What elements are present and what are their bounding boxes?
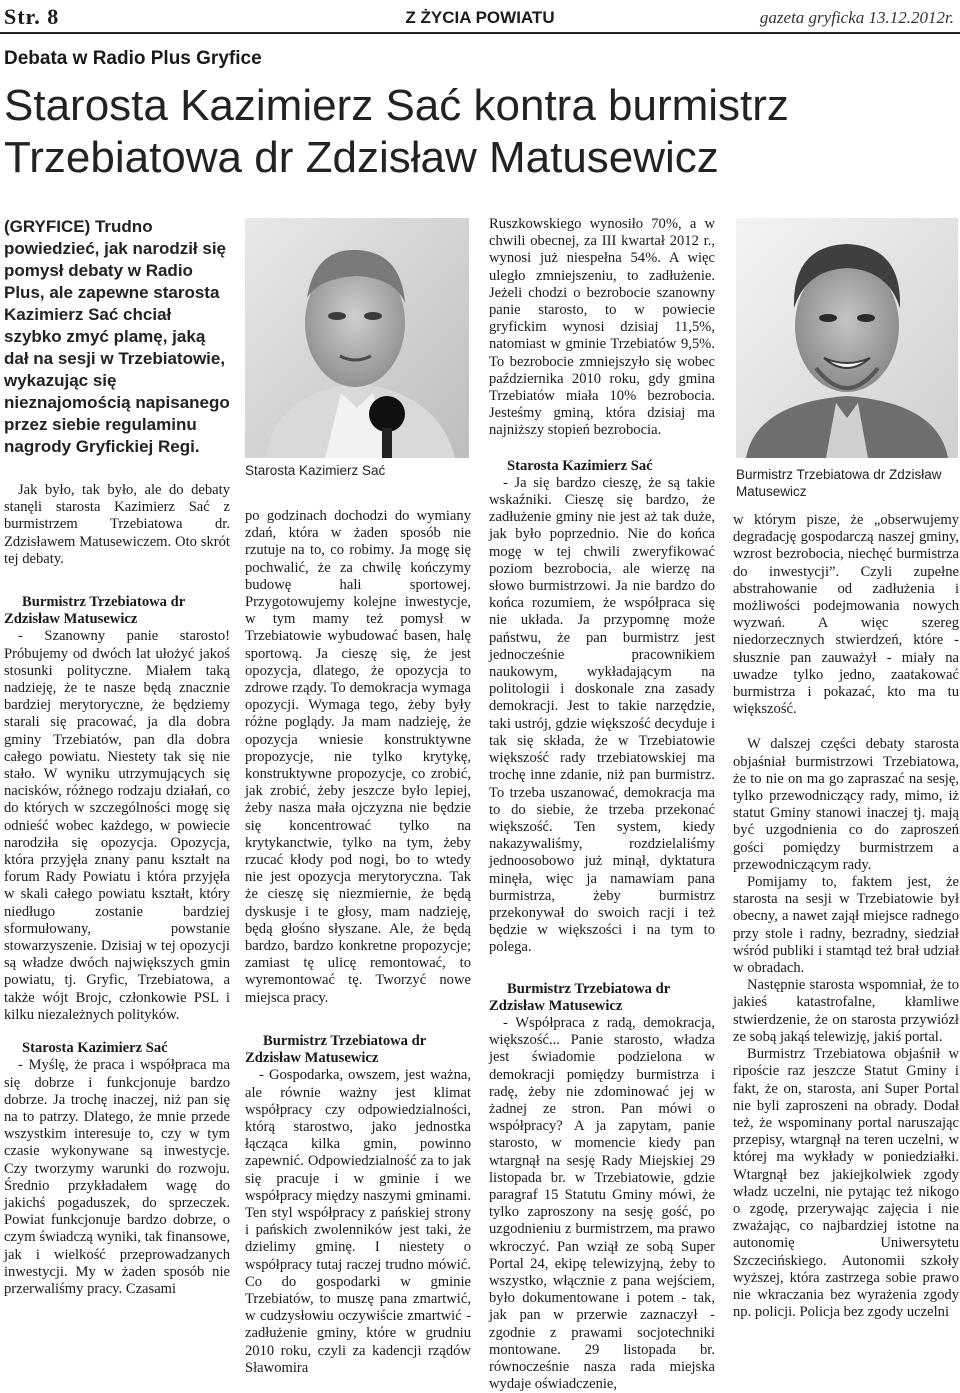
column-4 [733, 512, 959, 1321]
paragraph: W dalszej części debaty starosta objaśniał burmistrzowi Trzebiatowa, że to nie on ma go zapraszać na sesję, tylko przewodniczący rady, mimo, iż statut Gminy stanowi inaczej tj. mają być uzgodnienia co do zaproszeń gości pomiędzy burmistrzem a przewodniczącym rady. [733, 736, 959, 873]
speaker-label: Burmistrz Trzebiatowa dr Zdzisław Matusewicz [245, 1032, 426, 1067]
issue-date: gazeta gryficka 13.12.2012r. [759, 8, 954, 27]
photo-starosta [245, 218, 469, 458]
paragraph: - Współpraca z radą, demokracja, większość... Panie starosto, władza jest świadomie podzielona w demokracji pomiędzy burmistrza i radę, żeby nie zdominować jej w żadnej ze stron. Pan mówi o współpracy? A ja zapytam, panie starosto, w momencie kiedy pan wtargnął na sesję Rady Miejskiej 29 listopada br. w Trzebiatowie, gdzie paragraf 15 Statutu Gminy mówi, że tylko zaproszony na sesję gość, po uzgodnieniu z burmistrzem, ma prawo wkroczyć. Pan wziął ze sobą Super Portal 24, ekipę telewizyjną, żeby to wszystko, włącznie z pana wejściem, było dokumentowane i potem - tak, jak pan w przerwie zaznaczył - zgodnie z prawami socjotechniki montowane. 29 listopada br. równocześnie nasza rada miejska wydaje oświadczenie, [489, 1014, 715, 1393]
photo-caption: Starosta Kazimierz Sać [245, 463, 386, 478]
speaker-label: Burmistrz Trzebiatowa dr Zdzisław Matusewicz [4, 594, 185, 628]
paragraph: Pomijamy to, faktem jest, że starosta na sesji w Trzebiatowie był obecny, a nawet zajął miejsce radnego przy stole i radny, bezradny, siedział wśród publiki i stamtąd też brał udział w obradach. [733, 874, 959, 977]
speaker-label: Starosta Kazimierz Sać [507, 457, 653, 474]
section-title: Z ŻYCIA POWIATU [405, 8, 555, 27]
portrait-image [245, 218, 469, 458]
page-header [0, 0, 960, 34]
photo-burmistrz [736, 218, 958, 458]
paragraph: - Myślę, że praca i współpraca ma się dobrze i funkcjonuje bardzo dobrze. Ja trochę inaczej, niż pan się na to patrzy. Dlatego, że mnie przede wszystkim interesuje to, czy w tym czasie wykonywane są inwestycje. Czy tworzymy warunki do rozwoju. Średnio przykładałem wagę do jakichś pogaduszek, do sprzeczek. Powiat funkcjonuje bardzo dobrze, o czym świadczą wyniki, tak finansowe, jak i wielkość przeprowadzanych inwestycji. My w żaden sposób nie przerwaliśmy pracy. Czasami [4, 1057, 230, 1297]
article-lead: (GRYFICE) Trudno powiedzieć, jak narodził się pomysł debaty w Radio Plus, ale zapewne starosta Kazimierz Sać chciał szybko zmyć plamę, jaką dał na sesji w Trzebiatowie, wykazując się nieznajomością napisanego przez siebie regulaminu nagrody Gryfickiej Regi. [4, 217, 230, 456]
photo-caption: Burmistrz Trzebiatowa dr Zdzisław Matusewicz [736, 467, 942, 499]
paragraph: w którym pisze, że „obserwujemy degradację gospodarczą naszej gminy, wzrost bezrobocia, niechęć burmistrza do inwestycji”. Czyli zupełne abstrahowanie od zadłużenia i możliwości podejmowania nowych wyzwań. A więc szereg niedorzecznych stwierdzeń, które - słusznie pan zauważył - miały na uwadze tylko jedno, zaatakować burmistrza i pokazać, kto ma tu większość. [733, 512, 959, 718]
column-3 [489, 216, 715, 1393]
column-2 [245, 508, 471, 1377]
paragraph: po godzinach dochodzi do wymiany zdań, która w żaden sposób nie rzutuje na to, co robimy. Ja mogę się pochwalić, że za chwilę kończymy budowę hali sportowej. Przygotowujemy kolejne inwestycje, w tym mamy też pomysł w Trzebiatowie wybudować basen, halę sportową. Ja cieszę się, że jest opozycja, dlatego, że opozycja to zdrowe rządy. To demokracja wymaga opozycji. Wymaga tego, żeby były różne poglądy. Ja mam nadzieję, że opozycja wniesie konstruktywne propozycje, nie tylko krytykę, konstruktywne propozycje, co zrobić, jak zrobić, żeby jeszcze było lepiej, żeby nasza mała ojczyzna nie będzie się koncentrować tylko na krytykanctwie, tylko na tym, żeby rzucać kłody pod nogi, bo to wtedy nie jest opozycja merytoryczna. Tak że cieszę się niezmiernie, że będą dyskusje i te głosy, mam nadzieję, będą głośno słyszane. Ale, że będą bardzo, bardzo konkretne propozycje; zamiast tę ulicę remontować, to wyremontować tę. Tworzyć nowe miejsca pracy. [245, 508, 471, 1006]
paragraph: Następnie starosta wspomniał, że to jakieś katastrofalne, kłamliwe stwierdzenie, że on starosta przywiózł ze sobą jakąś telewizję, jakiś portal. [733, 977, 959, 1045]
paragraph: - Szanowny panie starosto! Próbujemy od dwóch lat ułożyć jakoś stosunki polityczne. Miałem taką nadzieję, że te nasze będą znacznie bardziej merytoryczne, że będziemy starali się pracować, ja dla dobra gminy Trzebiatów, pan dla dobra całego powiatu. Niestety tak się nie stało. W wyniku utrzymujących się nacisków, różnego rodzaju działań, co do których w szczególności mogę się odnieść wobec każdego, w powiecie narodziła się opozycja. Opozycja, która przyjęła znany panu kształt na forum Rady Powiatu i która przyjęła w skali całego powiatu kształt, który niedługo zostanie bardziej sformułowany, powstanie stowarzyszenie. Dzisiaj w tej opozycji są władze dwóch największych gmin powiatu, tj. Gryfic, Trzebiatowa, a także wójt Brojc, członkowie PSL i kilku niezależnych polityków. [4, 628, 230, 1023]
paragraph: Burmistrz Trzebiatowa objaśnił w ripoście raz jeszcze Statut Gminy i fakt, że on, starosta, ani Super Portal nie byli zaproszeni na obrady. Dodał też, że wspominany portal naruszając przepisy, wtargnął na teren uczelni, w której ma wykłady w poniedziałki. Wtargnął bez jakiejkolwiek zgody władz uczelni, nie pytając też nikogo o zgodę, przerywając zajęcia i nie zważając, co najbardziej istotne na autonomię Uniwersytetu Szczecińskiego. Autonomii szkoły wyższej, która zastrzega sobie prawo nie wkraczania bez wyrażenia zgody np. policji. Policja bez zgody uczelni [733, 1046, 959, 1321]
column-1 [4, 216, 230, 1298]
paragraph: Ruszkowskiego wynosiło 70%, a w chwili obecnej, za III kwartał 2012 r., wynosi już niespełna 54%. A więc uległo zmniejszeniu, to zadłużenie. Jeżeli chodzi o bezrobocie szanowny panie starosto, to w powiecie gryfickim wynosi dzisiaj 11,5%, natomiast w gminie Trzebiatów 9,5%. To bezrobocie zmniejszyło się wobec października 2010 roku, gdy gmina Trzebiatów miała 10% bezrobocia. Jesteśmy gminą, która dzisiaj ma najniższy stopień bezrobocia. [489, 216, 715, 439]
page-number: Str. 8 [4, 4, 60, 29]
article-intro: Jak było, tak było, ale do debaty stanęli starosta Kazimierz Sać z burmistrzem Trzebiatowa dr. Zdzisławem Matusewiczem. Oto skrót tej debaty. [4, 482, 230, 567]
paragraph: - Gospodarka, owszem, jest ważna, ale równie ważny jest klimat współpracy czy odpowiedzialności, którą starostwo, jako jednostka łącząca kilka gmin, powinno zapewnić. Odpowiedzialność za to jak się pracuje i w gminie i we współpracy między naszymi gminami. Ten styl współpracy z pańskiej strony i pańskich zwolenników jest taki, że dzielimy gminę. I niestety o współpracy tutaj raczej trudno mówić. Co do gospodarki w gminie Trzebiatów, to muszę pana zmartwić, w cudzysłowiu oczywiście zmartwić - zadłużenie gminy, które w grudniu 2010 roku, czyli za kadencji rządów Sławomira [245, 1067, 471, 1376]
article-kicker: Debata w Radio Plus Gryfice [4, 48, 262, 69]
speaker-label: Burmistrz Trzebiatowa dr Zdzisław Matusewicz [489, 980, 670, 1014]
paragraph: - Ja się bardzo cieszę, że są takie wskaźniki. Cieszę się bardzo, że zadłużenie gminy nie jest aż tak duże, jak było poprzednio. Nie do końca mogę w tej chwili zweryfikować poziom bezrobocia, ale wierzę na słowo burmistrzowi. Ja nie bardzo do końca rozumiem, że współpraca się nie układa. Ja przypomnę może państwu, że pan burmistrz jest jednocześnie pracownikiem naukowym, wykładającym na politologii i doskonale zna zasady demokracji. Jest to takie narzędzie, taki ustrój, gdzie większość decyduje i tak się składa, że w Trzebiatowie większość rady trzebiatowskiej ma trochę inne zdanie, niż pan burmistrz. To trzeba uszanować, demokracja ma to do siebie, że trzeba przekonać większość. Ten system, kiedy nakazywaliśmy, rozdzielaliśmy jednoosobowo już minął, dyktatura minęła, więc ja namawiam pana burmistrza, żeby burmistrz przekonywał do swoich racji i też będzie w większości i na tym to polega. [489, 474, 715, 956]
article-headline: Starosta Kazimierz Sać kontra burmistrz Trzebiatowa dr Zdzisław Matusewicz [4, 81, 789, 182]
speaker-label: Starosta Kazimierz Sać [22, 1040, 168, 1057]
portrait-image [736, 218, 958, 458]
